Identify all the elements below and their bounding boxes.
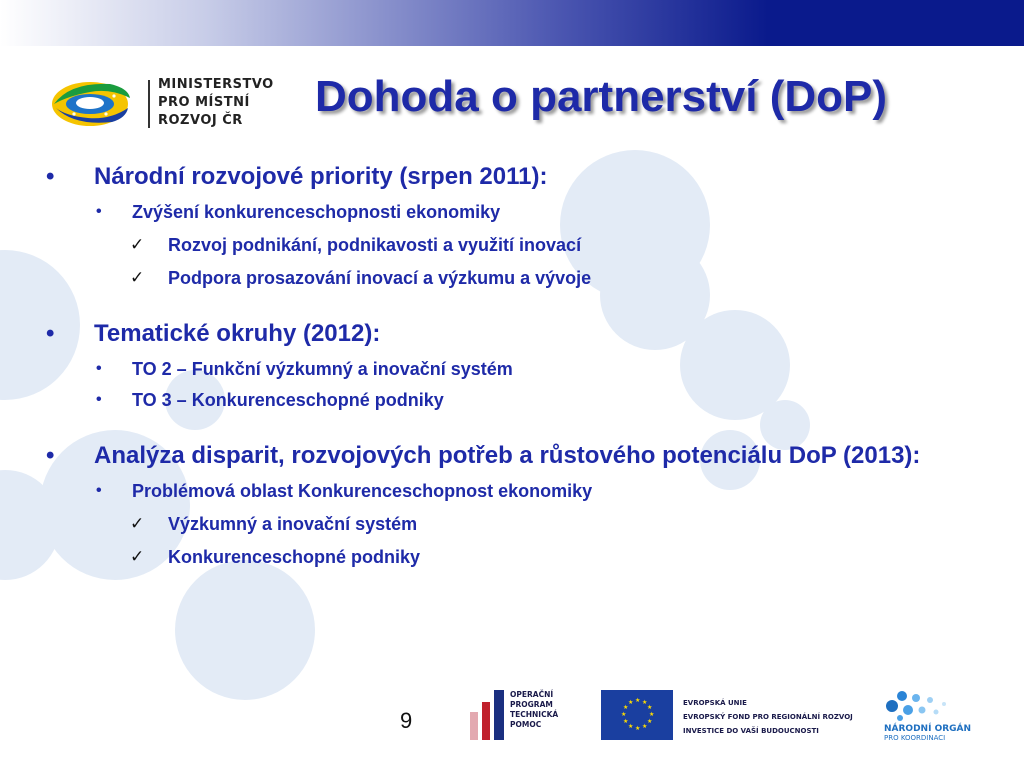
decor-bubble (175, 560, 315, 700)
check-item (130, 513, 990, 535)
svg-text:★: ★ (621, 711, 627, 718)
checkmark-icon: ✓ (130, 235, 145, 255)
checkmark-icon: ✓ (130, 514, 145, 534)
nok-line: NÁRODNÍ ORGÁN (884, 724, 972, 734)
nok-text (884, 724, 971, 742)
sub-bullet-text: TO 2 – Funkční výzkumný a inovační systém (132, 359, 513, 379)
check-item (130, 546, 990, 568)
op-line: TECHNICKÁ (510, 710, 559, 719)
svg-text:★: ★ (635, 725, 641, 732)
bullet-heading-priorities (46, 162, 990, 192)
bullet-marker: • (46, 320, 55, 347)
logo-divider (148, 80, 150, 128)
checkmark-icon: ✓ (130, 547, 145, 567)
eu-logo (601, 690, 851, 742)
svg-text:★: ★ (642, 699, 648, 706)
check-item-text: Podpora prosazování inovací a výzkumu a vývoje (168, 268, 592, 288)
bullet-marker: • (46, 163, 55, 190)
heading-text: Analýza disparit, rozvojových potřeb a růstového potenciálu DoP (2013): (94, 442, 921, 469)
svg-text:★: ★ (642, 723, 648, 730)
op-tp-logo (468, 686, 588, 744)
eu-line: EVROPSKÝ FOND PRO REGIONÁLNÍ ROZVOJ (683, 713, 853, 721)
op-tp-text (510, 690, 558, 730)
op-line: PROGRAM (510, 700, 553, 709)
svg-text:★: ★ (635, 697, 641, 704)
ministry-name-line: MINISTERSTVO (158, 77, 274, 92)
spacer (70, 289, 990, 319)
svg-text:★: ★ (623, 704, 629, 711)
decor-bubble (0, 250, 80, 400)
eu-text (683, 696, 853, 738)
sub-bullet-marker: • (96, 203, 102, 220)
op-line: POMOC (510, 720, 542, 729)
nok-line: PRO KOORDINACI (884, 734, 946, 742)
sub-bullet-text: TO 3 – Konkurenceschopné podniky (132, 390, 444, 410)
ministry-name-line: PRO MÍSTNÍ (158, 95, 250, 110)
slide-content (46, 162, 990, 568)
spacer (70, 411, 990, 441)
check-item (130, 234, 990, 256)
sub-bullet-item (96, 389, 990, 411)
sub-bullet-item (96, 358, 990, 380)
nok-logo (876, 686, 986, 748)
checkmark-icon: ✓ (130, 268, 145, 288)
sub-bullet-item (96, 201, 990, 223)
check-item-text: Konkurenceschopné podniky (168, 547, 421, 567)
svg-text:★: ★ (623, 718, 629, 725)
header-gradient-bar (0, 0, 1024, 46)
sub-bullet-text: Zvýšení konkurenceschopnosti ekonomiky (132, 202, 501, 222)
check-item-text: Výzkumný a inovační systém (168, 514, 418, 534)
heading-text: Národní rozvojové priority (srpen 2011): (94, 163, 548, 190)
sub-bullet-marker: • (96, 391, 102, 408)
check-item-text: Rozvoj podnikání, podnikavosti a využití inovací (168, 235, 582, 255)
sub-bullet-text: Problémová oblast Konkurenceschopnost ekonomiky (132, 481, 593, 501)
eu-flag-icon (601, 690, 673, 740)
svg-text:★: ★ (647, 718, 653, 725)
svg-text:★: ★ (628, 699, 634, 706)
eu-line: EVROPSKÁ UNIE (683, 699, 747, 707)
sub-bullet-marker: • (96, 360, 102, 377)
page-number: 9 (400, 708, 413, 733)
svg-text:★: ★ (628, 723, 634, 730)
ministry-logo (50, 74, 290, 134)
ministry-name-line: ROZVOJ ČR (158, 113, 243, 128)
ministry-name (158, 76, 274, 130)
eu-line: INVESTICE DO VAŠÍ BUDOUCNOSTI (683, 727, 819, 735)
check-item (130, 267, 990, 289)
bullet-heading-themes (46, 319, 990, 349)
sub-bullet-item (96, 480, 990, 502)
svg-text:★: ★ (647, 704, 653, 711)
op-bars-icon (468, 686, 508, 742)
sub-bullet-marker: • (96, 482, 102, 499)
op-line: OPERAČNÍ (510, 690, 554, 699)
svg-text:★: ★ (649, 711, 655, 718)
nok-dots-icon (880, 686, 980, 724)
slide-title: Dohoda o partnerství (DoP) (315, 72, 888, 121)
bullet-marker: • (46, 442, 55, 469)
ministry-emblem-icon (50, 74, 135, 130)
bullet-heading-analysis (46, 441, 990, 471)
heading-text: Tematické okruhy (2012): (94, 320, 381, 347)
